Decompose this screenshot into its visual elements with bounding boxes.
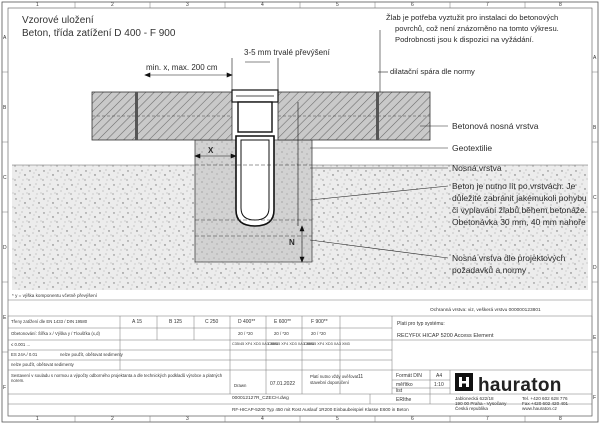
footnote: * y = výška komponentu včetně převýšení xyxy=(12,293,97,298)
company-phone: Tel. +420 602 628 776 xyxy=(522,396,568,401)
border-number: 1 xyxy=(36,416,39,422)
border-number: 7 xyxy=(486,2,489,8)
concrete-code-f900: C35/45 XF4 XD3 XA3 XM3 xyxy=(304,342,350,346)
border-number: 5 xyxy=(336,2,339,8)
bedding-label: Obetonování: Šířka x / Výška y / Tloušťka (x,d) xyxy=(11,331,100,336)
rights-note: Ochranná vrstva: viz, veškerá vrstvu 000000123801 xyxy=(430,308,541,313)
border-number: 8 xyxy=(559,416,562,422)
border-number: 7 xyxy=(486,416,489,422)
company-logo: hauraton xyxy=(478,375,562,396)
x-dimension: X xyxy=(208,146,214,155)
bedding-e600: 20 / *20 xyxy=(274,331,289,336)
border-letter: A xyxy=(3,35,7,41)
border-number: 6 xyxy=(411,416,414,422)
border-letter: C xyxy=(593,195,597,201)
border-letter: A xyxy=(593,55,597,61)
load-class-d400: D 400** xyxy=(238,319,256,325)
company-address: Jablonecká 622/18 xyxy=(455,396,494,401)
load-class-label: Třeny zatížení dle EN 1433 / DIN 19580 xyxy=(11,319,88,324)
load-class-b125: B 125 xyxy=(169,319,183,325)
left-note: Sestavení v souladu s normou a výpočty odborného projektanta a dle technických podkladů výrobce a platných norem. xyxy=(11,373,223,384)
pour-note: důležité zabránit jakémukoli pohybu xyxy=(452,193,587,203)
language-code: ERIthe xyxy=(396,397,412,403)
border-number: 1 xyxy=(36,2,39,8)
pour-note: či vyplavání žlabů během betonáže. xyxy=(452,205,588,215)
company-web: www.hauraton.cz xyxy=(522,406,557,411)
spec-row: nelze použít, obětovat sedimenty xyxy=(11,362,74,367)
border-number: 5 xyxy=(336,416,339,422)
company-address: Česká republika xyxy=(455,406,488,411)
load-class-a15: A 15 xyxy=(132,319,143,325)
bedding-d400: 20 / *20 xyxy=(238,331,253,336)
border-number: 6 xyxy=(411,2,414,8)
project-layer-label: Nosná vrstva dle projektových xyxy=(452,253,566,263)
load-class-f900: F 900** xyxy=(311,319,328,325)
border-letter: E xyxy=(593,335,597,341)
company-address: 190 00 Praha - Vysočany xyxy=(455,401,507,406)
file-line: RF-HICAP-5200 Typ 450 mit Rost Auslauf 1R200 Einbaubeispiel Klasse E600 in Beton xyxy=(232,407,409,412)
border-letter: B xyxy=(3,105,7,111)
spec-row: ≤ 0.001 ... xyxy=(11,342,31,347)
reinforce-note: Podrobnosti jsou k dispozici na vyžádání. xyxy=(395,35,534,44)
border-letter: E xyxy=(3,315,7,321)
border-number: 4 xyxy=(261,2,264,8)
drainage-channel xyxy=(232,90,278,226)
geotextile-label: Geotextilie xyxy=(452,143,493,153)
sheet-label: list xyxy=(396,388,403,394)
pour-note: Obetonávka 30 mm, 40 mm nahoře xyxy=(452,217,586,227)
spec-row: ES 24A / 0.01 xyxy=(11,352,38,357)
border-number: 2 xyxy=(111,2,114,8)
min-x-dimension: min. x, max. 200 cm xyxy=(146,63,218,72)
sheet-number: 11 xyxy=(358,374,364,380)
drawing-subtitle: Beton, třída zatížení D 400 - F 900 xyxy=(22,28,176,39)
base-layer-label: Nosná vrstva xyxy=(452,163,502,173)
product-name: RECYFIX HICAP 5200 Access Element xyxy=(397,333,494,339)
concrete-layer-label: Betonová nosná vrstva xyxy=(452,121,539,131)
reinforce-note: povrchů, což není znázorněno na tomto výkresu. xyxy=(395,24,559,33)
drawn-label: Drawn xyxy=(234,383,247,388)
concrete-code-e600: C35/45 XF4 XD3 XA3 XM3 xyxy=(268,342,314,346)
border-letter: D xyxy=(593,265,597,271)
border-number: 3 xyxy=(186,2,189,8)
border-letter: F xyxy=(3,385,7,391)
company-fax: Fax +420 602 420 401 xyxy=(522,401,569,406)
title-block xyxy=(8,300,592,416)
format-value: A4 xyxy=(436,373,443,379)
border-number: 2 xyxy=(111,416,114,422)
border-letter: F xyxy=(593,395,597,401)
approved-note: Platí nutno vždy ověřovat xyxy=(310,374,359,379)
bedding-f900: 20 / *20 xyxy=(311,331,326,336)
border-number: 4 xyxy=(261,416,264,422)
border-letter: C xyxy=(3,175,7,181)
load-class-c250: C 250 xyxy=(205,319,219,325)
hauraton-logo-icon xyxy=(455,373,473,391)
settlement-dimension: 3-5 mm trvalé převýšení xyxy=(244,48,330,57)
border-number: 3 xyxy=(186,416,189,422)
product-label: Plati pro typ systému: xyxy=(397,321,445,327)
concrete-code-d400: C35/45 XF4 XD3 XA3 XM3 xyxy=(232,342,278,346)
drawing-title: Vzorové uložení xyxy=(22,15,94,26)
format-label: Formát DIN xyxy=(396,373,422,379)
border-letter: D xyxy=(3,245,7,251)
drawing-number: 000012127R_CZECH.dwg xyxy=(232,396,289,401)
pour-note: Beton je nutno lít po vrstvách. Je xyxy=(452,181,576,191)
n-dimension: N xyxy=(289,238,295,247)
expansion-joint-label: dilatační spára dle normy xyxy=(390,67,475,76)
reinforce-note: Žlab je potřeba vyztužit pro instalaci do betonových xyxy=(386,13,559,22)
scale-value: 1:10 xyxy=(434,382,444,388)
border-letter: B xyxy=(593,125,597,131)
date-value: 07.01.2022 xyxy=(270,381,296,387)
spec-row: nelze použít, obětovat sedimenty xyxy=(60,352,123,357)
scale-label: měřítko xyxy=(396,382,413,388)
project-layer-label: požadavků a normy xyxy=(452,265,527,275)
load-class-e600: E 600** xyxy=(274,319,291,325)
approved-note: stavební doporučení xyxy=(310,380,349,385)
border-number: 8 xyxy=(559,2,562,8)
